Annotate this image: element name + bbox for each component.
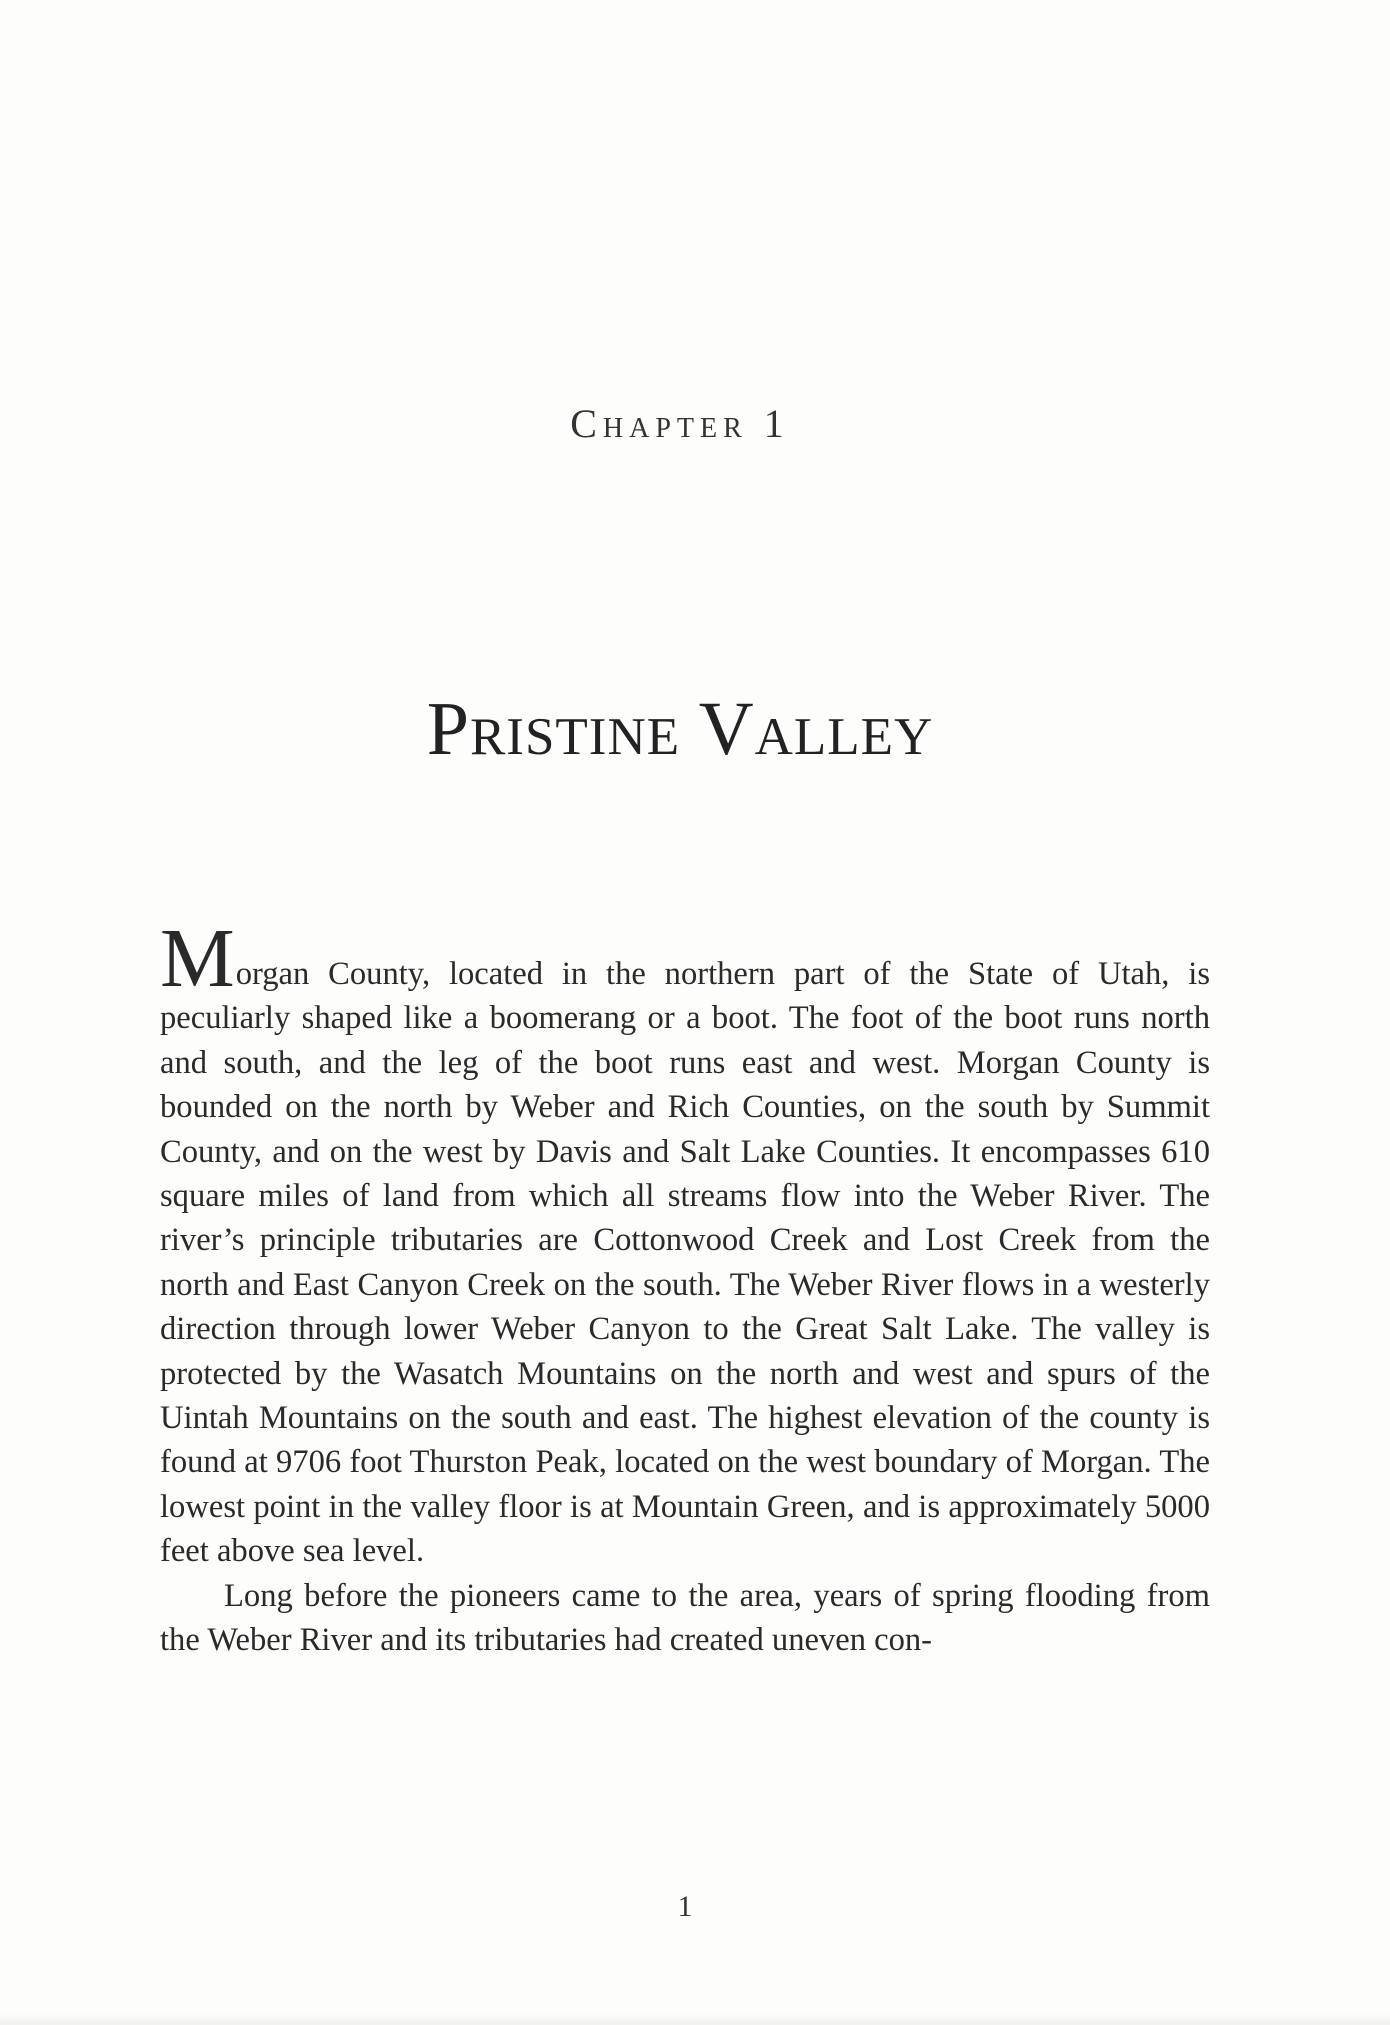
body-text (160, 912, 1210, 1663)
chapter-title: Pristine Valley (426, 687, 934, 771)
chapter-label: Chapter 1 (570, 401, 790, 446)
paragraph-1-text: organ County, located in the northern part of the State of Utah, is peculiarly shaped like a boomerang or a boot. The foot of the boot runs north and south, and the leg of the boot runs east and west. Morgan County is bounded on the north by Weber and Rich Counties, on the south by Summit County, and on the west by Davis and Salt Lake Counties. It encompasses 610 square miles of land from which all streams flow into the Weber River. The river’s principle tributaries are Cottonwood Creek and Lost Creek from the north and East Canyon Creek on the south. The Weber River flows in a westerly direction through lower Weber Canyon to the Great Salt Lake. The valley is protected by the Wasatch Mountains on the north and west and spurs of the Uintah Mountains on the south and east. The highest elevation of the county is found at 9706 foot Thurston Peak, located on the west boundary of Morgan. The lowest point in the valley floor is at Mountain Green, and is approximately 5000 feet above sea level. (160, 956, 1210, 1570)
paragraph-1 (160, 912, 1210, 1574)
drop-cap: M (160, 912, 235, 1005)
page-number: 1 (677, 1890, 693, 1923)
page-bottom-edge (0, 2013, 1390, 2025)
paragraph-2: Long before the pioneers came to the area, years of spring flooding from the Weber River and its tributaries had created uneven con- (160, 1577, 1210, 1659)
